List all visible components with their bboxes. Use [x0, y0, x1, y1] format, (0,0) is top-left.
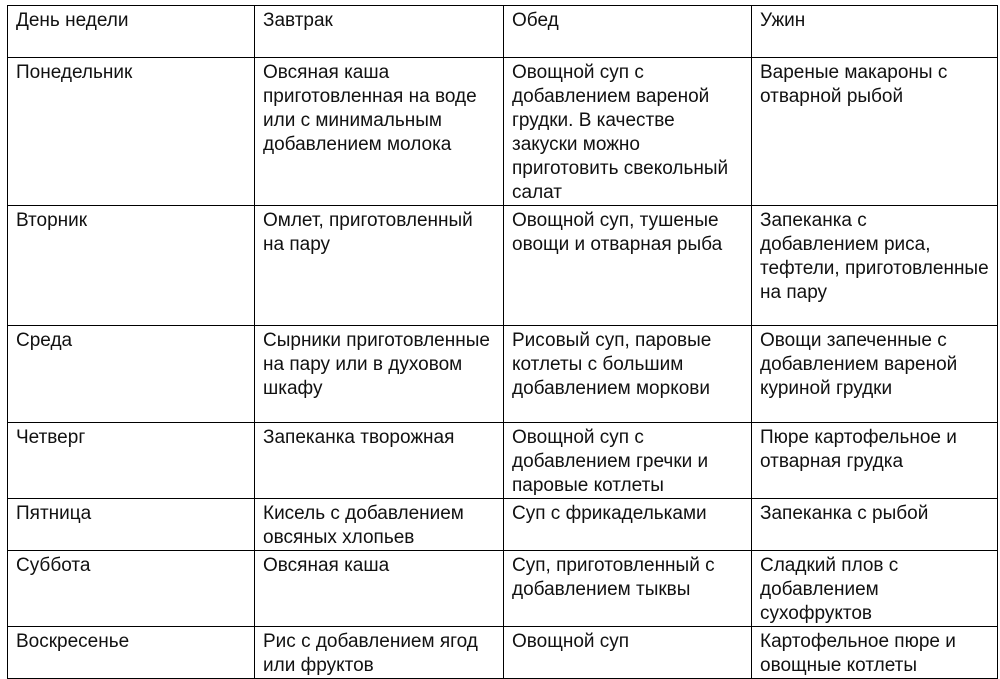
table-row — [8, 627, 998, 679]
header-day: День недели — [8, 6, 255, 58]
dinner-cell: Картофельное пюре и овощные котлеты — [752, 627, 998, 679]
table-row — [8, 58, 998, 206]
lunch-cell: Суп с фрикадельками — [504, 499, 752, 551]
lunch-cell: Овощной суп с добавлением вареной грудки. В качестве закуски можно приготовить свекольный салат — [504, 58, 752, 206]
dinner-cell: Сладкий плов с добавлением сухофруктов — [752, 551, 998, 627]
dinner-cell: Овощи запеченные с добавлением вареной куриной грудки — [752, 326, 998, 423]
breakfast-cell: Омлет, приготовленный на пару — [255, 206, 504, 326]
table-row — [8, 206, 998, 326]
header-breakfast: Завтрак — [255, 6, 504, 58]
meal-plan-table — [7, 5, 998, 679]
breakfast-cell: Рис с добавлением ягод или фруктов — [255, 627, 504, 679]
lunch-cell: Рисовый суп, паровые котлеты с большим добавлением моркови — [504, 326, 752, 423]
day-cell: Четверг — [8, 423, 255, 499]
breakfast-cell: Овсяная каша — [255, 551, 504, 627]
lunch-cell: Овощной суп, тушеные овощи и отварная рыба — [504, 206, 752, 326]
dinner-cell: Запеканка с рыбой — [752, 499, 998, 551]
breakfast-cell: Кисель с добавлением овсяных хлопьев — [255, 499, 504, 551]
table-row — [8, 423, 998, 499]
breakfast-cell: Запеканка творожная — [255, 423, 504, 499]
day-cell: Воскресенье — [8, 627, 255, 679]
breakfast-cell: Овсяная каша приготовленная на воде или с минимальным добавлением молока — [255, 58, 504, 206]
lunch-cell: Овощной суп с добавлением гречки и паровые котлеты — [504, 423, 752, 499]
day-cell: Вторник — [8, 206, 255, 326]
breakfast-cell: Сырники приготовленные на пару или в духовом шкафу — [255, 326, 504, 423]
day-cell: Суббота — [8, 551, 255, 627]
table-row — [8, 326, 998, 423]
header-lunch: Обед — [504, 6, 752, 58]
table-header-row — [8, 6, 998, 58]
day-cell: Понедельник — [8, 58, 255, 206]
lunch-cell: Овощной суп — [504, 627, 752, 679]
dinner-cell: Вареные макароны с отварной рыбой — [752, 58, 998, 206]
lunch-cell: Суп, приготовленный с добавлением тыквы — [504, 551, 752, 627]
table-row — [8, 551, 998, 627]
table-row — [8, 499, 998, 551]
dinner-cell: Запеканка с добавлением риса, тефтели, приготовленные на пару — [752, 206, 998, 326]
day-cell: Среда — [8, 326, 255, 423]
dinner-cell: Пюре картофельное и отварная грудка — [752, 423, 998, 499]
day-cell: Пятница — [8, 499, 255, 551]
header-dinner: Ужин — [752, 6, 998, 58]
